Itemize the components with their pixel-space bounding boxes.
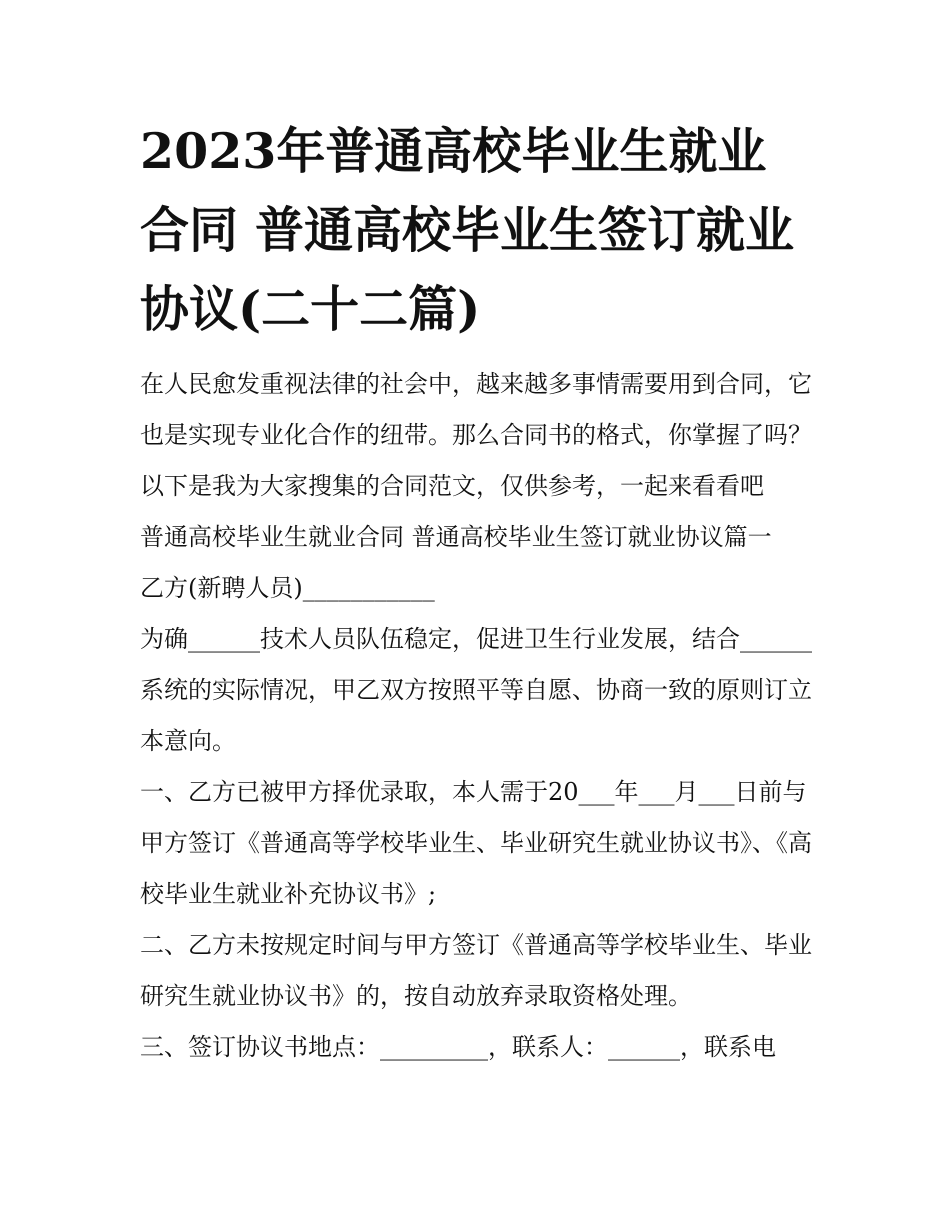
clause-one: 一、乙方已被甲方择优录取，本人需于20___年___月___日前与甲方签订《普通高等学校毕业生、毕业研究生就业协议书》、《高校毕业生就业补充协议书》; <box>140 778 812 908</box>
document-page <box>140 112 812 1073</box>
section-heading: 普通高校毕业生就业合同 普通高校毕业生签订就业协议篇一 <box>140 523 772 551</box>
purpose-paragraph: 为确______技术人员队伍稳定，促进卫生行业发展，结合______系统的实际情况，甲乙双方按照平等自愿、协商一致的原则订立本意向。 <box>140 625 812 755</box>
clause-three: 三、签订协议书地点：_________，联系人：______，联系电 <box>140 1033 776 1061</box>
intro-paragraph: 在人民愈发重视法律的社会中，越来越多事情需要用到合同，它也是实现专业化合作的纽带。那么合同书的格式，你掌握了吗？以下是我为大家搜集的合同范文，仅供参考，一起来看看吧 <box>140 370 812 500</box>
clause-two: 二、乙方未按规定时间与甲方签订《普通高等学校毕业生、毕业研究生就业协议书》的，按自动放弃录取资格处理。 <box>140 931 812 1010</box>
document-body <box>140 359 812 1073</box>
document-title: 2023年普通高校毕业生就业合同 普通高校毕业生签订就业协议(二十二篇) <box>140 122 795 338</box>
party-b-line: 乙方(新聘人员)___________ <box>140 574 435 602</box>
